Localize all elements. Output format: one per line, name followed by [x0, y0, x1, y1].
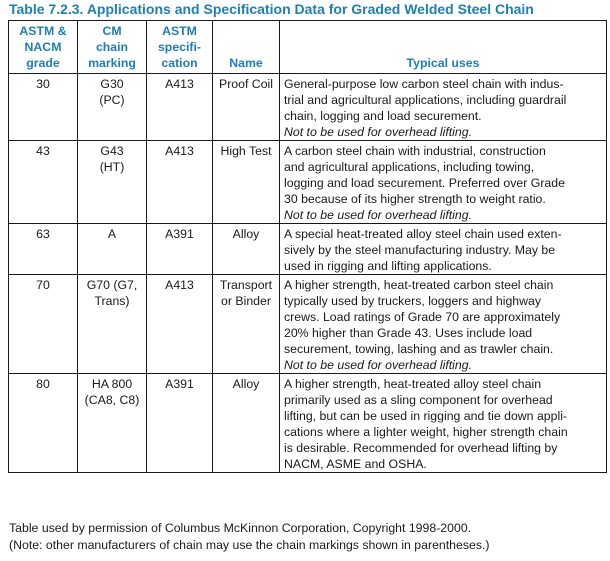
cell-uses: A carbon steel chain with industrial, construction and agricultural applications, including towing, logging and load securement. Preferred over Grade 30 because of its higher strength to weight ratio. Not to be used for overhead lifting. — [280, 141, 607, 224]
overhead-warning: Not to be used for overhead lifting. — [284, 208, 472, 222]
cell-astm: A413 — [147, 74, 213, 141]
cell-name: High Test — [213, 141, 280, 224]
header-grade: ASTM & NACM grade — [9, 21, 78, 74]
cell-name: Alloy — [213, 374, 280, 473]
cell-marking: A — [78, 224, 147, 275]
header-astm: ASTM specifi- cation — [147, 21, 213, 74]
cell-name: Proof Coil — [213, 74, 280, 141]
overhead-warning: Not to be used for overhead lifting. — [284, 125, 472, 139]
table-row — [9, 141, 607, 224]
header-row — [9, 21, 607, 74]
cell-grade: 43 — [9, 141, 78, 224]
table-row — [9, 374, 607, 473]
cell-uses: A higher strength, heat-treated alloy steel chain primarily used as a sling component for overhead lifting, but can be used in rigging and tie down appli- cations where a lighter weight, higher strength chain is desirable. Recommended for overhead lifting by NACM, ASME and OSHA. — [280, 374, 607, 473]
header-uses: Typical uses — [280, 21, 607, 74]
copyright-note: Table used by permission of Columbus McKinnon Corporation, Copyright 1998-2000. — [9, 521, 472, 535]
cell-name: Alloy — [213, 224, 280, 275]
cell-uses: A higher strength, heat-treated carbon steel chain typically used by truckers, loggers and highway crews. Load ratings of Grade 70 are approximately 20% higher than Grade 43. Uses include load securement, towing, lashing and as trawler chain. Not to be used for overhead lifting. — [280, 275, 607, 374]
header-marking: CM chain marking — [78, 21, 147, 74]
chain-spec-table — [8, 20, 607, 473]
table-row — [9, 275, 607, 374]
table-row — [9, 224, 607, 275]
cell-astm: A391 — [147, 374, 213, 473]
table-title: Table 7.2.3. Applications and Specification Data for Graded Welded Steel Chain — [9, 1, 534, 17]
cell-grade: 70 — [9, 275, 78, 374]
table-footnote — [9, 520, 490, 554]
cell-marking: G70 (G7, Trans) — [78, 275, 147, 374]
cell-marking: HA 800 (CA8, C8) — [78, 374, 147, 473]
cell-uses: A special heat-treated alloy steel chain used exten- sively by the steel manufacturing industry. May be used in rigging and lifting applications. — [280, 224, 607, 275]
cell-marking: G30 (PC) — [78, 74, 147, 141]
header-name: Name — [213, 21, 280, 74]
cell-grade: 63 — [9, 224, 78, 275]
cell-grade: 30 — [9, 74, 78, 141]
parentheses-note: (Note: other manufacturers of chain may use the chain markings shown in parentheses.) — [9, 538, 490, 552]
overhead-warning: Not to be used for overhead lifting. — [284, 358, 472, 372]
cell-astm: A413 — [147, 275, 213, 374]
cell-grade: 80 — [9, 374, 78, 473]
cell-uses: General-purpose low carbon steel chain with indus- trial and agricultural applications, including guardrail chain, logging and load securement. Not to be used for overhead lifting. — [280, 74, 607, 141]
cell-name: Transport or Binder — [213, 275, 280, 374]
cell-astm: A391 — [147, 224, 213, 275]
cell-marking: G43 (HT) — [78, 141, 147, 224]
table-row — [9, 74, 607, 141]
cell-astm: A413 — [147, 141, 213, 224]
